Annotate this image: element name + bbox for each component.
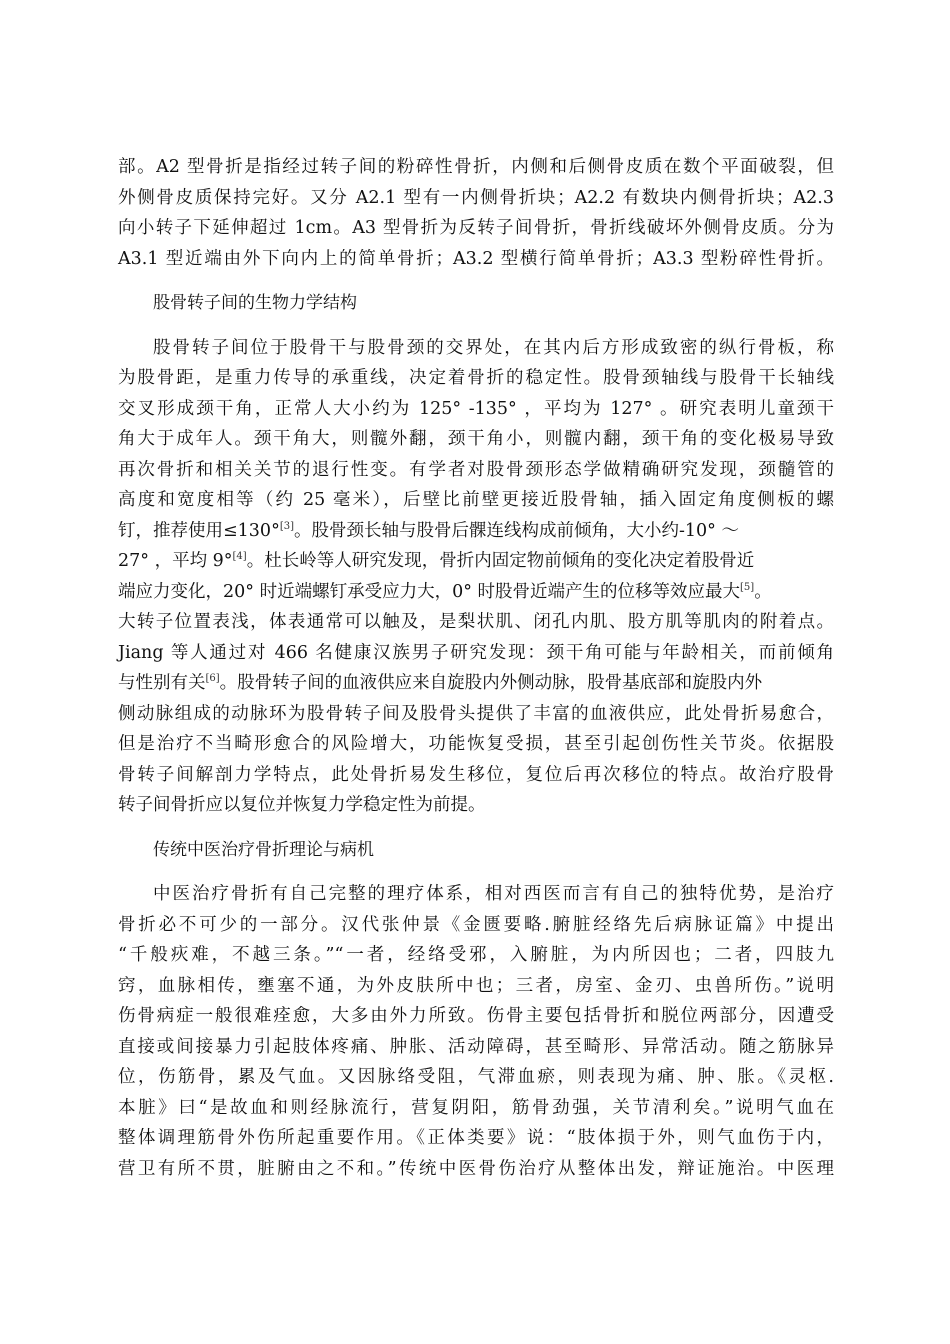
text-segment: 。 <box>754 581 772 602</box>
text-segment: 。股骨转子间的血液供应来自旋股内外侧动脉，股骨基底部和旋股内外 <box>219 673 763 693</box>
section-heading-tcm-theory: 传统中医治疗骨折理论与病机 <box>153 839 374 860</box>
paragraph-biomechanics <box>118 333 834 821</box>
text-line: 再次骨折和相关关节的退行性变。有学者对股骨颈形态学做精确研究发现，颈髓管的 <box>118 459 834 480</box>
text-segment: 。杜长岭等人研究发现，骨折内固定物前倾角的变化决定着股骨近 <box>246 551 755 571</box>
citation-ref: [4] <box>232 551 247 563</box>
text-line <box>118 516 834 547</box>
text-segment: 27° ，平均 9° <box>118 551 233 571</box>
text-line: 中医治疗骨折有自己完整的理疗体系，相对西医而言有自己的独特优势，是治疗 <box>153 884 834 904</box>
text-line: 交叉形成颈干角，正常人大小约为 125° -135° ，平均为 127° 。研究表明儿童颈干 <box>118 398 834 419</box>
text-line: 骨转子间解剖力学特点，此处骨折易发生移位，复位后再次移位的特点。故治疗股骨 <box>118 764 834 785</box>
text-line: 直接或间接暴力引起肢体疼痛、肿胀、活动障碍，甚至畸形、异常活动。随之筋脉异 <box>118 1036 834 1057</box>
text-line: 角大于成年人。颈干角大，则髋外翻，颈干角小，则髋内翻，颈干角的变化极易导致 <box>118 429 834 449</box>
text-line <box>118 546 834 577</box>
text-line: 向小转子下延伸超过 1cm。A3 型骨折为反转子间骨折，骨折线破坏外侧骨皮质。分为 <box>118 218 834 238</box>
text-line: Jiang 等人通过对 466 名健康汉族男子研究发现：颈干角可能与年龄相关，而前倾角 <box>118 642 834 663</box>
text-line: 股骨转子间位于股骨干与股骨颈的交界处，在其内后方形成致密的纵行骨板，称 <box>153 337 834 358</box>
text-line: 伤骨病症一般很难痊愈，大多由外力所致。伤骨主要包括骨折和脱位两部分，因遭受 <box>118 1006 834 1026</box>
citation-ref: [6] <box>205 673 220 685</box>
text-line: 大转子位置表浅，体表通常可以触及，是梨状肌、闭孔内肌、股方肌等肌肉的附着点。 <box>118 612 834 632</box>
text-line: 部。A2 型骨折是指经过转子间的粉碎性骨折，内侧和后侧骨皮质在数个平面破裂，但 <box>118 157 834 177</box>
citation-ref: [5] <box>740 581 755 593</box>
text-line: 外侧骨皮质保持完好。又分 A2.1 型有一内侧骨折块；A2.2 有数块内侧骨折块；A2.3 <box>118 187 834 208</box>
text-line: A3.1 型近端由外下向内上的简单骨折；A3.2 型横行简单骨折；A3.3 型粉碎性骨折。 <box>118 248 834 269</box>
text-segment: 端应力变化，20° 时近端螺钉承受应力大，0° 时股骨近端产生的位移等效应最大 <box>118 581 741 602</box>
text-line: 窍，血脉相传，壅塞不通，为外皮肤所中也；三者，房室、金刃、虫兽所伤。”说明 <box>118 975 834 996</box>
text-line: 本脏》曰“是故血和则经脉流行，营复阴阳，筋骨劲强，关节清利矣。”说明气血在 <box>118 1097 834 1118</box>
text-line: “千般疢难，不越三条。”“一者，经络受邪，入腑脏，为内所因也；二者，四肢九 <box>118 945 834 965</box>
text-segment: 。股骨颈长轴与股骨后髁连线构成前倾角，大小约-10° ～ <box>294 520 739 541</box>
text-segment: 与性别有关 <box>118 673 206 693</box>
text-line <box>118 668 834 699</box>
paragraph-tcm-theory <box>118 879 834 1184</box>
document-page <box>118 152 834 1184</box>
paragraph-fracture-classification <box>118 152 834 274</box>
text-line: 骨折必不可少的一部分。汉代张仲景《金匮要略.腑脏经络先后病脉证篇》中提出 <box>118 914 834 935</box>
text-line: 整体调理筋骨外伤所起重要作用。《正体类要》说：“肢体损于外，则气血伤于内， <box>118 1128 834 1148</box>
text-line: 转子间骨折应以复位并恢复力学稳定性为前提。 <box>118 795 486 815</box>
text-line <box>118 577 834 608</box>
text-line: 侧动脉组成的动脉环为股骨转子间及股骨头提供了丰富的血液供应，此处骨折易愈合， <box>118 703 834 724</box>
section-heading-biomechanics: 股骨转子间的生物力学结构 <box>153 293 357 313</box>
text-line: 位，伤筋骨，累及气血。又因脉络受阻，气滞血瘀，则表现为痛、肿、胀。《灵枢. <box>118 1067 834 1087</box>
text-line: 但是治疗不当畸形愈合的风险增大，功能恢复受损，甚至引起创伤性关节炎。依据股 <box>118 734 834 754</box>
citation-ref: [3] <box>279 520 294 532</box>
text-line: 为股骨距，是重力传导的承重线，决定着骨折的稳定性。股骨颈轴线与股骨干长轴线 <box>118 368 834 388</box>
text-segment: 钉，推荐使用≤130° <box>118 520 280 541</box>
text-line: 营卫有所不贯，脏腑由之不和。”传统中医骨伤治疗从整体出发，辩证施治。中医理 <box>118 1158 834 1179</box>
text-line: 高度和宽度相等（约 25 毫米），后壁比前壁更接近股骨轴，插入固定角度侧板的螺 <box>118 490 834 510</box>
